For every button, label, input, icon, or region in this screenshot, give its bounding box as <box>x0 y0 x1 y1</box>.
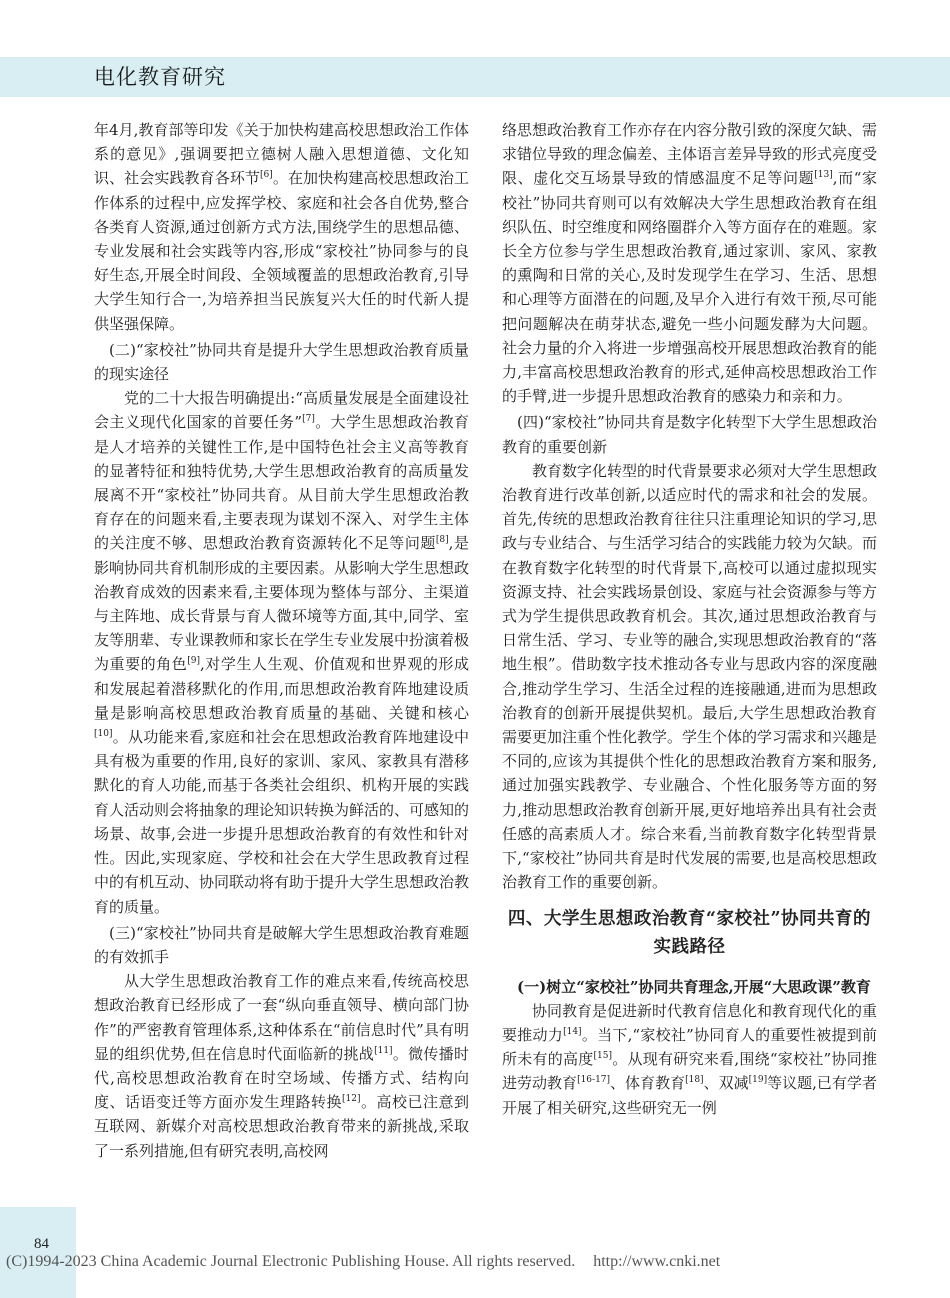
citation[interactable]: [18] <box>685 1075 704 1086</box>
copyright-footer <box>0 1253 950 1271</box>
subsection-heading: (四)“家校社”协同共育是数字化转型下大学生思想政治教育的重要创新 <box>502 413 877 456</box>
citation[interactable]: [9] <box>187 656 200 667</box>
citation[interactable]: [16-17] <box>577 1075 611 1086</box>
paragraph: 络思想政治教育工作亦存在内容分散引致的深度欠缺、需求错位导致的理念偏差、主体语言差异导致的形式亮度受限、虚化交互场景导致的情感温度不足等问题[13],而“家校社”协同共育则可以有效解决大学生思想政治教育在组织队伍、时空维度和网络圈群介入等方面存在的难题。家长全方位参与学生思想政治教育,通过家训、家风、家教的熏陶和日常的关心,及时发现学生在学习、生活、思想和心理等方面潜在的问题,及早介入进行有效干预,尽可能把问题解决在萌芽状态,避免一些小问题发酵为大问题。社会力量的介入将进一步增强高校开展思想政治教育的能力,丰富高校思想政治教育的形式,延伸高校思想政治工作的手臂,进一步提升思想政治教育的感染力和亲和力。 <box>502 121 878 406</box>
citation[interactable]: [7] <box>302 414 315 425</box>
right-column <box>502 118 877 1120</box>
paragraph: 教育数字化转型的时代背景要求必须对大学生思想政治教育进行改革创新,以适应时代的需求和社会的发展。首先,传统的思想政治教育往往只注重理论知识的学习,思政与专业结合、与生活学习结合的实践能力较为欠缺。而在教育数字化转型的时代背景下,高校可以通过虚拟现实资源支持、社会实践场景创设、家庭与社会资源参与等方式为学生提供思政教育机会。其次,通过思想政治教育与日常生活、学习、专业等的融合,实现思想政治教育的“落地生根”。借助数字技术推动各专业与思政内容的深度融合,推动学生学习、生活全过程的连接融通,进而为思想政治教育的创新开展提供契机。最后,大学生思想政治教育需要更加注重个性化教学。学生个体的学习需求和兴趣是不同的,应该为其提供个性化的思想政治教育方案和服务,通过加强实践教学、专业融合、个性化服务等方面的努力,推动思想政治教育创新开展,更好地培养出具有社会责任感的高素质人才。综合来看,当前教育数字化转型背景下,“家校社”协同共育是时代发展的需要,也是高校思想政治教育工作的重要创新。 <box>502 461 878 892</box>
citation[interactable]: [15] <box>593 1051 613 1062</box>
citation[interactable]: [11] <box>374 1045 393 1056</box>
subsection-heading: (三)“家校社”协同共育是破解大学生思想政治教育难题的有效抓手 <box>94 923 469 966</box>
left-column <box>94 118 469 1163</box>
copyright-text: (C)1994-2023 China Academic Journal Electronic Publishing House. All rights reserved. <box>6 1253 576 1270</box>
citation[interactable]: [8] <box>435 535 449 546</box>
paragraph: 党的二十大报告明确提出:“高质量发展是全面建设社会主义现代化国家的首要任务”[7]。大学生思想政治教育是人才培养的关键性工作,是中国特色社会主义高等教育的显著特征和独特优势,大学生思想政治教育的高质量发展离不开“家校社”协同共育。从目前大学生思想政治教育存在的问题来看,主要表现为谋划不深入、对学生主体的关注度不够、思想政治教育资源转化不足等问题[8],是影响协同共育机制形成的主要因素。从影响大学生思想政治教育成效的因素来看,主要体现为整体与部分、主渠道与主阵地、成长背景与育人微环境等方面,其中,同学、室友等朋辈、专业课教师和家长在学生专业发展中扮演着极为重要的角色[9],对学生人生观、价值观和世界观的形成和发展起着潜移默化的作用,而思想政治教育阵地建设质量是影响高校思想政治教育质量的基础、关键和核心[10]。从功能来看,家庭和社会在思想政治教育阵地建设中具有极为重要的作用,良好的家训、家风、家教具有潜移默化的育人功能,而基于各类社会组织、机构开展的实践育人活动则会将抽象的理论知识转换为鲜活的、可感知的场景、故事,会进一步提升思想政治教育的有效性和针对性。因此,实现家庭、学校和社会在大学生思政教育过程中的有机互动、协同联动将有助于提升大学生思想政治教育的质量。 <box>94 389 470 916</box>
subsection-heading: (二)“家校社”协同共育是提升大学生思想政治教育质量的现实途径 <box>94 340 469 384</box>
paragraph: 从大学生思想政治教育工作的难点来看,传统高校思想政治教育已经形成了一套“纵向垂直领导、横向部门协作”的严密教育管理体系,这种体系在“前信息时代”具有明显的组织优势,但在信息时代面临新的挑战[11]。微传播时代,高校思想政治教育在时空场域、传播方式、结构向度、话语变迁等方面亦发生理路转换[12]。高校已注意到互联网、新媒介对高校思想政治教育带来的新挑战,采取了一系列措施,但有研究表明,高校网 <box>94 972 469 1160</box>
citation[interactable]: [14] <box>563 1026 582 1037</box>
citation[interactable]: [12] <box>342 1094 361 1105</box>
subsection-heading: (一)树立“家校社”协同共育理念,开展“大思政课”教育 <box>517 977 871 996</box>
footer-url[interactable]: http://www.cnki.net <box>593 1253 721 1270</box>
citation[interactable]: [19] <box>748 1075 768 1086</box>
citation[interactable]: [13] <box>814 170 833 181</box>
citation[interactable]: [6] <box>260 170 273 181</box>
paragraph: 协同教育是促进新时代教育信息化和教育现代化的重要推动力[14]。当下,“家校社”协同育人的重要性被提到前所未有的高度[15]。从现有研究来看,围绕“家校社”协同推进劳动教育[16-17]、体育教育[18]、双减[19]等议题,已有学者开展了相关研究,这些研究无一例 <box>502 1001 878 1117</box>
page-number: 84 <box>34 1236 49 1252</box>
journal-title: 电化教育研究 <box>94 65 226 89</box>
paragraph: 年4月,教育部等印发《关于加快构建高校思想政治工作体系的意见》,强调要把立德树人融入思想道德、文化知识、社会实践教育各环节[6]。在加快构建高校思想政治工作体系的过程中,应发挥学校、家庭和社会各自优势,整合各类育人资源,通过创新方式方法,围绕学生的思想品德、专业发展和社会实践等内容,形成“家校社”协同参与的良好生态,开展全时间段、全领域覆盖的思想政治教育,引导大学生知行合一,为培养担当民族复兴大任的时代新人提供坚强保障。 <box>94 121 469 333</box>
section-heading: 四、大学生思想政治教育“家校社”协同共育的实践路径 <box>507 908 872 957</box>
citation[interactable]: [10] <box>94 729 113 740</box>
